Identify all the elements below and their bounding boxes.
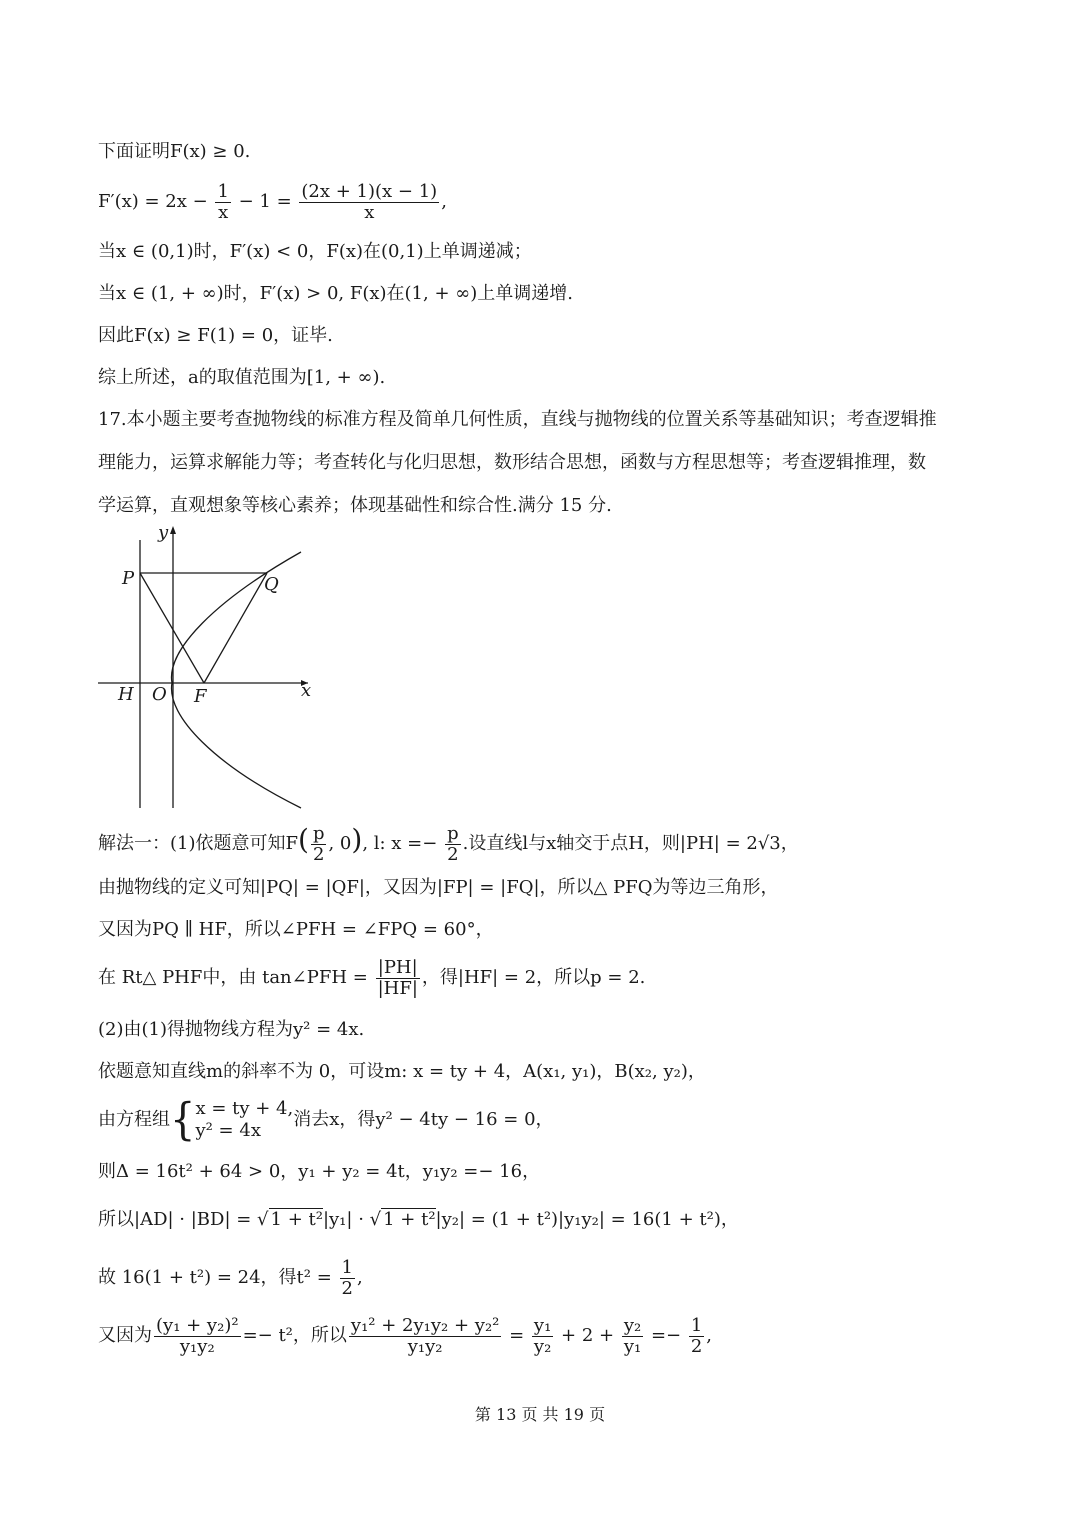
part2-system: 由方程组{ x = ty + 4, y² = 4x 消去x，得y² − 4ty − 16 = 0，	[98, 1094, 554, 1146]
part2-equation: (2)由(1)得抛物线方程为y² = 4x.	[98, 1019, 365, 1040]
case-decreasing: 当x ∈ (0,1)时，F′(x) < 0，F(x)在(0,1)上单调递减；	[98, 241, 532, 262]
label-Q: Q	[264, 574, 279, 595]
segment-QF	[204, 573, 267, 683]
problem17-para-3: 学运算，直观想象等核心素养；体现基础性和综合性.满分 15 分.	[98, 495, 612, 516]
page-footer: 第 13 页 共 19 页	[474, 1405, 606, 1424]
proof-conclusion: 因此F(x) ≥ F(1) = 0，证毕.	[98, 325, 333, 346]
parabola-diagram	[96, 520, 326, 810]
part2-line-setup: 依题意知直线m的斜率不为 0，可设m: x = ty + 4，A(x₁, y₁)，B(x₂, y₂)，	[98, 1061, 706, 1082]
solution1-step1: 解法一：(1)依题意可知F( $\frac{p}{2}$ , 0), l: x =− $\frac{p}{2}$ .设直线l与x轴交于点H，则|PH| = 2√3，	[98, 822, 799, 865]
label-y: y	[158, 522, 169, 543]
part2-product: 所以|AD| · |BD| = √ 1 + t²|y₁| · √ 1 + t²|y₂| = (1 + t²)|y₁y₂| = 16(1 + t²)，	[98, 1209, 739, 1230]
part2-discriminant: 则Δ = 16t² + 64 > 0，y₁ + y₂ = 4t，y₁y₂ =− 16，	[98, 1161, 541, 1182]
parabola-curve	[172, 552, 301, 808]
label-x: x	[301, 680, 312, 701]
label-H: H	[118, 684, 134, 705]
part2-ratio: 又因为 $\frac{\text{(y₁ + y₂)²}}{\text{y₁y₂}}$ =− t²，所以 $\frac{\text{y₁² + 2y₁y₂ + y₂²}}{\text{y₁y₂}}$ = $\frac{\text{y₁}}{\text{y₂}}$ + 2 + $\frac{\text{y₂}}{\text{y₁}}$ =− $\frac{1}{2}$ ,	[98, 1314, 713, 1357]
label-F: F	[194, 686, 207, 707]
solution1-step4: 在 Rt△ PHF中，由 tan∠PFH = $\frac{|PH|}{|HF|}$ ，得|HF| = 2，所以p = 2.	[98, 956, 646, 999]
y-axis-arrow	[170, 526, 176, 534]
part2-t-value: 故 16(1 + t²) = 24，得t² = $\frac{1}{2}$ ,	[98, 1256, 363, 1299]
problem17-para-1: 17.本小题主要考查抛物线的标准方程及简单几何性质，直线与抛物线的位置关系等基础知识；考查逻辑推	[98, 409, 937, 430]
derivative-formula: F′(x) = 2x − $\frac{1}{x}$ − 1 = $\frac{(2x + 1)(x - 1)}{x}$ ,	[98, 180, 447, 223]
solution1-step2: 由抛物线的定义可知|PQ| = |QF|，又因为|FP| = |FQ|，所以△ PFQ为等边三角形，	[98, 877, 779, 898]
range-conclusion: 综上所述，a的取值范围为[1, + ∞).	[98, 367, 386, 388]
label-P: P	[122, 568, 135, 589]
segment-PF	[140, 573, 204, 683]
label-O: O	[152, 684, 167, 705]
case-increasing: 当x ∈ (1, + ∞)时，F′(x) > 0, F(x)在(1, + ∞)上单调递增.	[98, 283, 573, 304]
solution1-step3: 又因为PQ ∥ HF，所以∠PFH = ∠FPQ = 60°，	[98, 919, 494, 940]
problem17-para-2: 理能力，运算求解能力等；考查转化与化归思想，数形结合思想，函数与方程思想等；考查逻辑推理，数	[98, 452, 926, 473]
proof-intro: 下面证明F(x) ≥ 0.	[98, 141, 251, 162]
